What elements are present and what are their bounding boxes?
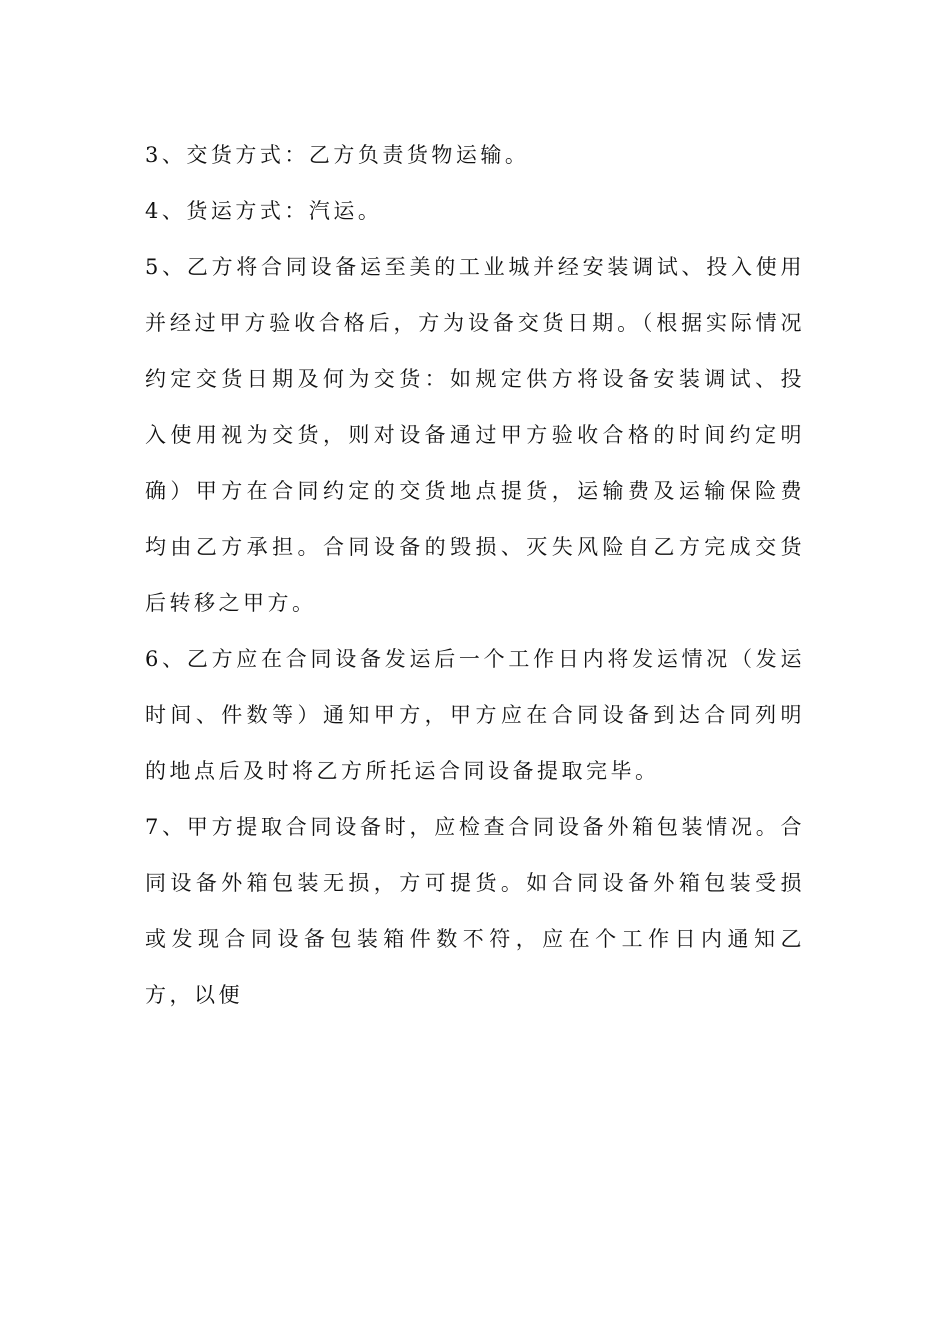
- clause-5-delivery-date: 5、乙方将合同设备运至美的工业城并经安装调试、投入使用并经过甲方验收合格后，方为设备交货日期。（根据实际情况约定交货日期及何为交货：如规定供方将设备安装调试、投入使用视为交货，则对设备通过甲方验收合格的时间约定明确）甲方在合同约定的交货地点提货，运输费及运输保险费均由乙方承担。合同设备的毁损、灭失风险自乙方完成交货后转移之甲方。: [145, 255, 805, 615]
- clause-4-shipping-method: 4、货运方式：汽运。: [145, 199, 383, 223]
- clause-6-shipment-notice: 6、乙方应在合同设备发运后一个工作日内将发运情况（发运时间、件数等）通知甲方，甲方应在合同设备到达合同列明的地点后及时将乙方所托运合同设备提取完毕。: [145, 647, 805, 783]
- document-body: [145, 127, 805, 1023]
- clause-7-inspection: 7、甲方提取合同设备时，应检查合同设备外箱包装情况。合同设备外箱包装无损，方可提货。如合同设备外箱包装受损或发现合同设备包装箱件数不符，应在个工作日内通知乙方，以便: [145, 815, 805, 1007]
- clause-3-delivery-method: 3、交货方式：乙方负责货物运输。: [145, 143, 530, 167]
